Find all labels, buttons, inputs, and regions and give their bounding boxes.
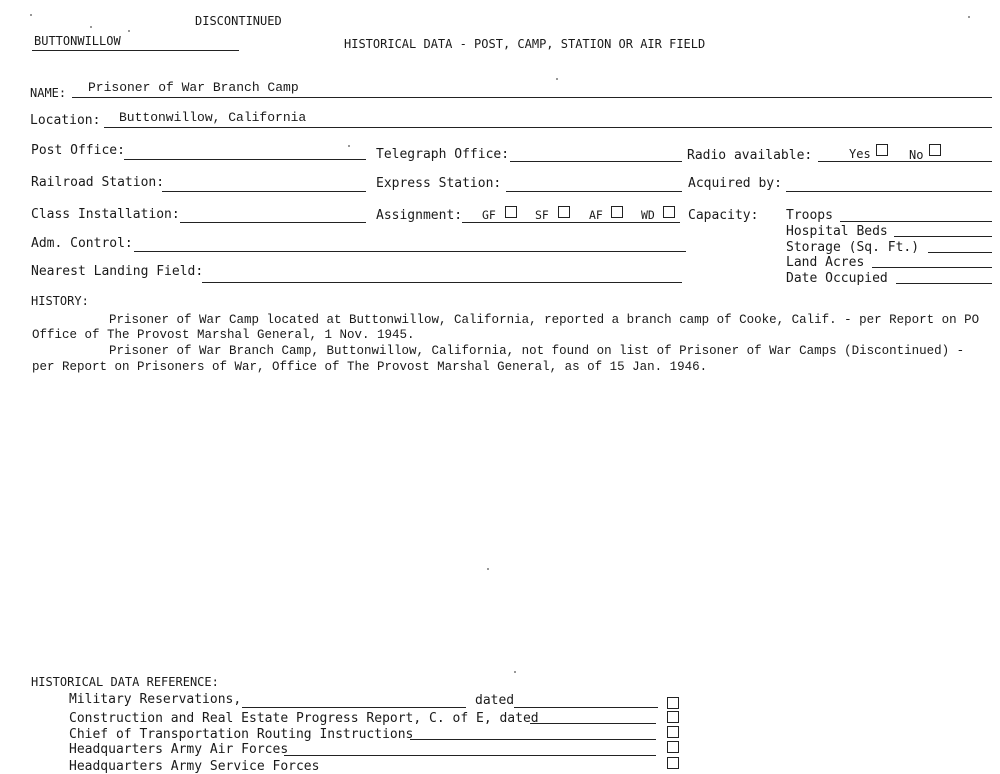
history-paragraph-2-line-1: Prisoner of War Branch Camp, Buttonwillow, California, not found on list of Prisoner of War Camps (Discontinued) - <box>109 344 965 358</box>
ref-construction-report: Construction and Real Estate Progress Report, C. of E, dated <box>69 711 539 726</box>
history-paragraph-2-line-2: per Report on Prisoners of War, Office of The Provost Marshal General, as of 15 Jan. 1946. <box>32 360 708 374</box>
scan-speck <box>128 30 130 32</box>
history-paragraph-1-line-2: Office of The Provost Marshal General, 1 Nov. 1945. <box>32 328 415 342</box>
ref-military-dated-label: dated <box>475 693 515 708</box>
radio-yes-checkbox[interactable] <box>876 144 888 156</box>
form-title: HISTORICAL DATA - POST, CAMP, STATION OR AIR FIELD <box>344 37 706 51</box>
scan-speck <box>348 145 350 147</box>
landing-field-label: Nearest Landing Field: <box>31 264 204 279</box>
hospital-beds-line <box>894 236 992 237</box>
scan-speck <box>90 26 92 28</box>
ref-hq-aaf-line <box>284 755 656 756</box>
assignment-label: Assignment: <box>376 208 463 223</box>
express-station-label: Express Station: <box>376 176 502 191</box>
reference-label: HISTORICAL DATA REFERENCE: <box>31 675 219 689</box>
telegraph-office-line <box>510 161 682 162</box>
location-line <box>104 127 992 128</box>
assignment-af-checkbox[interactable] <box>611 206 623 218</box>
ref-military-dated-line <box>514 707 658 708</box>
adm-control-label: Adm. Control: <box>31 236 133 251</box>
ref-hq-aaf-checkbox[interactable] <box>667 741 679 753</box>
railroad-station-label: Railroad Station: <box>31 175 165 190</box>
date-occupied-label: Date Occupied <box>786 271 888 286</box>
radio-yes-label: Yes <box>849 147 871 161</box>
radio-line <box>818 161 992 162</box>
assignment-gf-checkbox[interactable] <box>505 206 517 218</box>
radio-no-label: No <box>909 148 924 162</box>
history-paragraph-1-line-1: Prisoner of War Camp located at Buttonwillow, California, reported a branch camp of Cooke, Calif. - per Report on PO <box>109 313 980 327</box>
scan-speck <box>556 78 558 80</box>
radio-label: Radio available: <box>687 148 813 163</box>
class-installation-label: Class Installation: <box>31 207 180 222</box>
assignment-sf-label: SF <box>535 208 549 222</box>
radio-no-checkbox[interactable] <box>929 144 941 156</box>
troops-label: Troops <box>786 208 833 223</box>
adm-control-line <box>134 251 686 252</box>
scan-speck <box>514 671 516 673</box>
assignment-sf-checkbox[interactable] <box>558 206 570 218</box>
ref-construction-line <box>530 723 656 724</box>
capacity-label: Capacity: <box>688 208 759 223</box>
ref-hq-asf-checkbox[interactable] <box>667 757 679 769</box>
assignment-wd-label: WD <box>641 208 655 222</box>
storage-label: Storage (Sq. Ft.) <box>786 240 920 255</box>
post-office-line <box>124 159 366 160</box>
scan-speck <box>30 14 32 16</box>
name-line <box>72 97 992 98</box>
history-label: HISTORY: <box>31 294 89 308</box>
telegraph-office-label: Telegraph Office: <box>376 147 510 162</box>
express-station-line <box>506 191 682 192</box>
scan-speck <box>487 568 489 570</box>
acquired-by-line <box>786 191 992 192</box>
site-name-underline <box>32 50 239 51</box>
storage-line <box>928 252 992 253</box>
ref-chief-checkbox[interactable] <box>667 726 679 738</box>
ref-military-reservations: Military Reservations, <box>69 692 242 707</box>
post-office-label: Post Office: <box>31 143 125 158</box>
assignment-wd-checkbox[interactable] <box>663 206 675 218</box>
land-acres-line <box>872 267 992 268</box>
acquired-by-label: Acquired by: <box>688 176 782 191</box>
location-label: Location: <box>30 113 101 128</box>
ref-military-line <box>242 707 466 708</box>
assignment-line <box>462 222 680 223</box>
assignment-gf-label: GF <box>482 208 496 222</box>
ref-hq-army-air-forces: Headquarters Army Air Forces <box>69 742 289 757</box>
ref-hq-army-service-forces: Headquarters Army Service Forces <box>69 759 320 774</box>
class-installation-line <box>180 222 366 223</box>
name-label: NAME: <box>30 86 67 100</box>
ref-chief-transportation: Chief of Transportation Routing Instructions <box>69 727 414 742</box>
troops-line <box>840 221 992 222</box>
site-name: BUTTONWILLOW <box>34 34 121 48</box>
status-stamp: DISCONTINUED <box>195 14 282 28</box>
railroad-station-line <box>162 191 366 192</box>
ref-military-checkbox[interactable] <box>667 697 679 709</box>
hospital-beds-label: Hospital Beds <box>786 224 888 239</box>
landing-field-line <box>202 282 682 283</box>
name-value: Prisoner of War Branch Camp <box>88 80 299 95</box>
ref-chief-line <box>410 739 656 740</box>
land-acres-label: Land Acres <box>786 255 865 270</box>
scan-speck <box>968 16 970 18</box>
date-occupied-line <box>896 283 992 284</box>
ref-construction-checkbox[interactable] <box>667 711 679 723</box>
location-value: Buttonwillow, California <box>119 110 307 125</box>
assignment-af-label: AF <box>589 208 603 222</box>
